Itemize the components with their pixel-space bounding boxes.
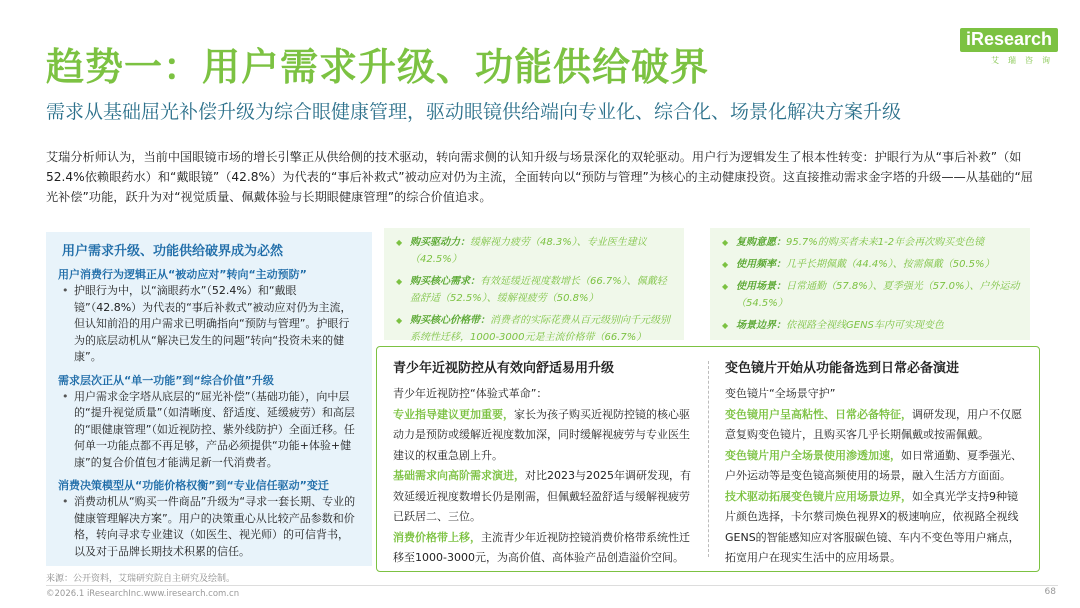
iresearch-logo xyxy=(960,28,1059,66)
section-heading: 需求层次正从“单一功能”到“综合价值”升级 xyxy=(58,373,274,387)
note-item: ◆ 场景边界：依视路全视线GENS车内可实现变色 xyxy=(722,317,1020,334)
note-item: ◆ 使用频率：几乎长期佩戴（44.4%）、按需佩戴（50.5%） xyxy=(722,256,1020,273)
panel-body: 变色镜片“全场景守护” 变色镜用户呈高粘性、日常必备特征，调研发现，用户不仅愿意复购变色镜片，且购买客几乎长期佩戴或按需佩戴。 变色镜片用户全场景使用渗透加速，如日常通勤、夏季强光、户外运动等是变色镜高频使用的场景，融入生活方方面面。 技术驱动拓展变色镜片应用场景边界，如全真光学支持9种镜片颜色选择，卡尔蔡司焕色视界X的极速响应，依视路全视线GENS的智能感知应对客服碳色镜、车内不变色等用户痛点，拓宽用户在现实生活中的应用场景。 xyxy=(725,387,1022,564)
page-subtitle: 需求从基础屈光补偿升级为综合眼健康管理，驱动眼镜供给端向专业化、综合化、场景化解决方案升级 xyxy=(46,101,902,123)
note-item: ◆ 复购意愿：95.7%的购买者未来1-2年会再次购买变色镜 xyxy=(722,234,1020,251)
section-bullet: • 用户需求金字塔从底层的“屈光补偿”（基础功能），向中层的“提升视觉质量”（如清晰度、舒适度、延缓疲劳）和高层的“眼健康管理”（如近视防控、紫外线防护）全面迁移。任何单一功能点都不再足够，产品必须提供“功能+体验+健康”的复合价值包才能满足新一代消费者。 xyxy=(62,389,358,472)
note-item: ◆ 购买核心价格带：消费者的实际花费从百元级别向千元级别系统性迁移，1000-3000元是主流价格带（66.7%） xyxy=(396,312,674,346)
page-number: 68 xyxy=(1044,587,1056,597)
left-box-heading: 用户需求升级、功能供给破界成为必然 xyxy=(62,244,284,259)
youth-stats-note xyxy=(384,228,684,343)
logo-brand: iResearch xyxy=(960,28,1058,52)
footer-divider xyxy=(46,585,1058,586)
section-heading: 消费决策模型从“功能价格权衡”到“专业信任驱动”变迁 xyxy=(58,479,329,492)
section-bullet: • 消费动机从“购买一件商品”升级为“寻求一套长期、专业的健康管理解决方案”。用户的决策重心从比较产品参数和价格，转向寻求专业建议（如医生、视光师）的可信背书，以及对于品牌长期技术积累的信任。 xyxy=(62,494,358,560)
note-item: ◆ 购买核心需求：有效延缓近视度数增长（66.7%）、佩戴轻盈舒适（52.5%）、缓解视疲劳（50.8%） xyxy=(396,273,674,307)
panel-title: 变色镜片开始从功能备选到日常必备演进 xyxy=(725,361,960,376)
panel-title: 青少年近视防控从有效向舒适易用升级 xyxy=(393,361,615,376)
note-item: ◆ 购买驱动力：缓解视力疲劳（48.3%）、专业医生建议（42.5%） xyxy=(396,234,674,268)
section-heading: 用户消费行为逻辑正从“被动应对”转向“主动预防” xyxy=(58,268,307,281)
photochromic-stats-note xyxy=(710,228,1030,340)
panel-body: 青少年近视防控“体验式革命”： 专业指导建议更加重要，家长为孩子购买近视防控镜的核心驱动力是预防或缓解近视度数加深，同时缓解视疲劳与专业医生建议的权重急剧上升。 基础需求向高阶需求演进，对比2023与2025年调研发现，有效延缓近视度数增长仍是刚需，但佩戴轻盈舒适与缓解视疲劳已跃居二、三位。 消费价格带上移，主流青少年近视防控镜消费价格带系统性迁移至1000-3000元，为高价值、高体验产品创造溢价空间。 xyxy=(393,387,691,564)
page-title: 趋势一：用户需求升级、功能供给破界 xyxy=(46,45,710,89)
youth-myopia-panel xyxy=(377,347,707,569)
left-summary-box xyxy=(46,232,372,566)
trend-panels xyxy=(376,346,1040,572)
note-item: ◆ 使用场景：日常通勤（57.8%）、夏季强光（57.0%）、户外运动（54.5%） xyxy=(722,278,1020,312)
logo-sub: 艾瑞咨询 xyxy=(991,56,1059,65)
photochromic-panel xyxy=(709,347,1039,569)
intro-paragraph: 艾瑞分析师认为，当前中国眼镜市场的增长引擎正从供给侧的技术驱动，转向需求侧的认知升级与场景深化的双轮驱动。用户行为逻辑发生了根本性转变：护眼行为从“事后补救”（如52.4%依赖眼药水）和“戴眼镜”（42.8%）为代表的“事后补救式”被动应对仍为主流，全面转向以“预防与管理”为核心的主动健康投资。这直接推动需求金字塔的升级——从基础的“屈光补偿”功能，跃升为对“视觉质量、佩戴体验与长期眼健康管理”的综合价值追求。 xyxy=(46,150,1033,204)
copyright: ©2026.1 iResearchInc.www.iresearch.com.cn xyxy=(46,589,240,599)
source-note: 来源：公开资料，艾瑞研究院自主研究及绘制。 xyxy=(46,574,236,584)
section-bullet: • 护眼行为中，以“滴眼药水”（52.4%）和“戴眼镜”（42.8%）为代表的“事后补救式”被动应对仍为主流，但认知前沿的用户需求已明确指向“预防与管理”。护眼行为的底层动机从“解决已发生的问题”转向“投资未来的健康”。 xyxy=(62,283,358,366)
